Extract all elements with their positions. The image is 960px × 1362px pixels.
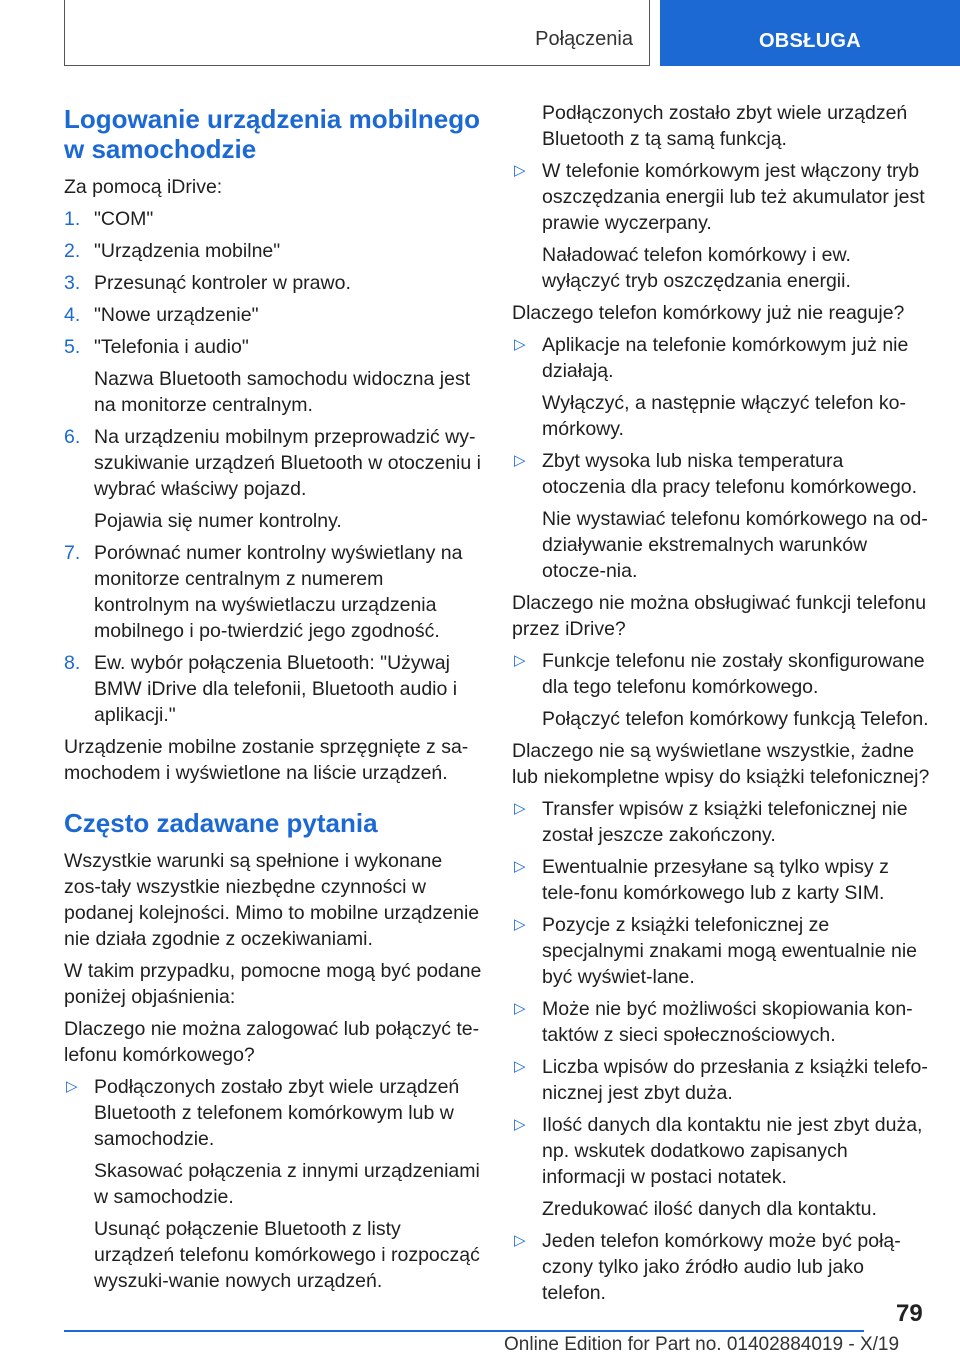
step-6: 6. Na urządzeniu mobilnym przeprowadzić wy-szukiwanie urządzeń Bluetooth w otoczeniu i wybrać właściwy pojazd. Pojawia się numer kontrolny. xyxy=(64,424,484,534)
bullet-transfer: ▷ Transfer wpisów z książki telefonicznej nie został jeszcze zakończony. xyxy=(514,798,908,846)
heading-logowanie: Logowanie urządzenia mobilnego w samochodzie xyxy=(64,104,481,164)
pairing-result: Urządzenie mobilne zostanie sprzęgnięte z sa-mochodem i wyświetlone na liście urządzeń. xyxy=(64,736,469,784)
question-phonebook: Dlaczego nie są wyświetlane wszystkie, żadne lub niekompletne wpisy do książki telefonicznej? xyxy=(512,740,930,788)
bullet-energy-saving: ▷ W telefonie komórkowym jest włączony tryb oszczędzania energii lub też akumulator jest prawie wyczerpany. Naładować telefon komórkowy i ew. wyłączyć tryb oszczędzania energii. xyxy=(514,160,925,292)
heading-faq: Często zadawane pytania xyxy=(64,808,378,838)
question-not-responding: Dlaczego telefon komórkowy już nie reaguje? xyxy=(512,302,905,324)
triangle-bullet-icon: ▷ xyxy=(514,858,526,875)
faq-intro-2: W takim przypadku, pomocne mogą być podane poniżej objaśnienia: xyxy=(64,960,482,1008)
bullet-count: ▷ Liczba wpisów do przesłania z książki telefo-nicznej jest zbyt duża. xyxy=(514,1056,928,1104)
bullet-temperature: ▷ Zbyt wysoka lub niska temperatura otoczenia dla pracy telefonu komórkowego. Nie wystawiać telefonu komórkowego na od-działywanie ekstremalnych warunków otocze-nia. xyxy=(514,450,928,582)
footer-divider xyxy=(64,1330,864,1332)
step-4: 4. "Nowe urządzenie" xyxy=(64,304,259,326)
right-column xyxy=(512,100,932,1312)
bullet-one-phone: ▷ Jeden telefon komórkowy może być połą-czony tylko jako źródło audio lub jako telefon. xyxy=(514,1230,901,1304)
bullet-special-chars: ▷ Pozycje z książki telefonicznej ze specjalnymi znakami mogą ewentualnie nie być wyświet-lane. xyxy=(514,914,918,988)
bullet-functions: ▷ Funkcje telefonu nie zostały skonfigurowane dla tego telefonu komórkowego. Połączyć telefon komórkowy funkcją Telefon. xyxy=(514,650,929,730)
faq-intro: Wszystkie warunki są spełnione i wykonane zos-tały wszystkie niezbędne czynności w podanej kolejności. Mimo to mobilne urządzenie nie działa zgodnie z oczekiwaniami. xyxy=(64,850,480,950)
step-1: 1. "COM" xyxy=(64,208,154,230)
bullet-too-many-devices: ▷ Podłączonych zostało zbyt wiele urządzeń Bluetooth z telefonem komórkowym lub w samochodzie. Skasować połączenia z innymi urządzeniami w samochodzie. Usunąć połączenie Bluetooth z listy urządzeń telefonu komórkowego i rozpocząć wyszuki-wanie nowych urządzeń. xyxy=(66,1076,480,1292)
step-8: 8. Ew. wybór połączenia Bluetooth: "Używaj BMW iDrive dla telefonii, Bluetooth audio i aplikacji." xyxy=(64,652,458,726)
triangle-bullet-icon: ▷ xyxy=(514,1116,526,1133)
bullet-apps: ▷ Aplikacje na telefonie komórkowym już nie działają. Wyłączyć, a następnie włączyć telefon ko-mórkowy. xyxy=(514,334,909,440)
left-column xyxy=(64,104,484,1300)
triangle-bullet-icon: ▷ xyxy=(514,1000,526,1017)
chapter-tab: OBSŁUGA xyxy=(660,0,960,66)
question-idrive: Dlaczego nie można obsługiwać funkcji telefonu przez iDrive? xyxy=(512,592,927,640)
page-number: 79 xyxy=(896,1300,923,1327)
intro-text: Za pomocą iDrive: xyxy=(64,176,223,198)
triangle-bullet-icon: ▷ xyxy=(514,452,526,469)
triangle-bullet-icon: ▷ xyxy=(514,1232,526,1249)
bullet-sim: ▷ Ewentualnie przesyłane są tylko wpisy z tele-fonu komórkowego lub z karty SIM. xyxy=(514,856,889,904)
step-3: 3. Przesunąć kontroler w prawo. xyxy=(64,272,351,294)
step-5: 5. "Telefonia i audio" Nazwa Bluetooth samochodu widoczna jest na monitorze centralnym. xyxy=(64,334,484,418)
bullet-social: ▷ Może nie być możliwości skopiowania kon-taktów z sieci społecznościowych. xyxy=(514,998,913,1046)
triangle-bullet-icon: ▷ xyxy=(514,336,526,353)
bullet-data-size: ▷ Ilość danych dla kontaktu nie jest zbyt duża, np. wskutek dodatkowo zapisanych informacji w postaci notatek. Zredukować ilość danych dla kontaktu. xyxy=(514,1114,923,1220)
triangle-bullet-icon: ▷ xyxy=(514,652,526,669)
triangle-bullet-icon: ▷ xyxy=(514,916,526,933)
triangle-bullet-icon: ▷ xyxy=(66,1078,78,1095)
triangle-bullet-icon: ▷ xyxy=(514,162,526,179)
triangle-bullet-icon: ▷ xyxy=(514,1058,526,1075)
triangle-bullet-icon: ▷ xyxy=(514,800,526,817)
step-5-note: Nazwa Bluetooth samochodu widoczna jest na monitorze centralnym. xyxy=(94,368,471,416)
step-7: 7. Porównać numer kontrolny wyświetlany na monitorze centralnym z numerem kontrolnym na wyświetlaczu urządzenia mobilnego i po-twierdzić jego zgodność. xyxy=(64,542,463,642)
step-2: 2. "Urządzenia mobilne" xyxy=(64,240,281,262)
header-section-box xyxy=(64,0,650,66)
step-6-note: Pojawia się numer kontrolny. xyxy=(94,510,342,532)
bullet-continuation: Podłączonych zostało zbyt wiele urządzeń Bluetooth z tą samą funkcją. xyxy=(542,102,908,150)
question-login: Dlaczego nie można zalogować lub połączyć te-lefonu komórkowego? xyxy=(64,1018,480,1066)
footer-edition: Online Edition for Part no. 01402884019 - X/19 xyxy=(504,1334,900,1355)
section-title: Połączenia xyxy=(535,28,633,50)
